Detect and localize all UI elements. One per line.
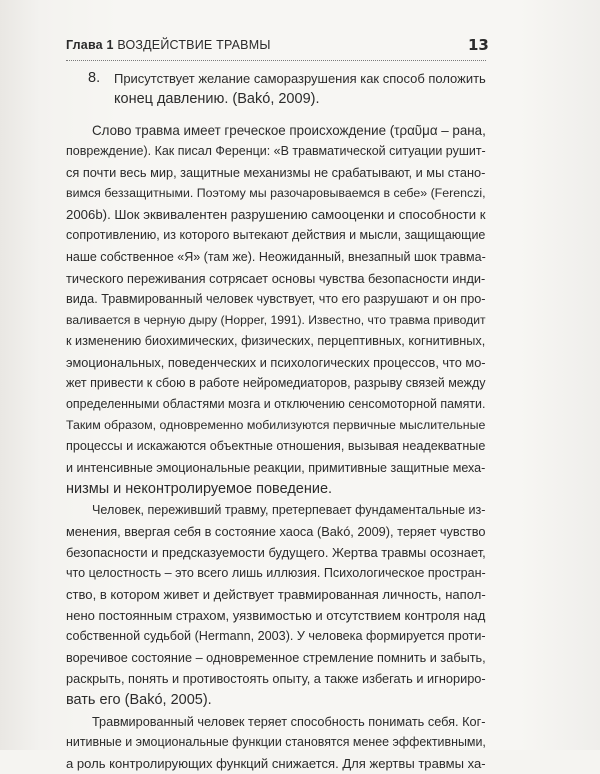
text-line: сопротивлению, из которого вытекают действия и мысли, защищающие [66, 228, 486, 243]
page-number: 13 [468, 36, 489, 54]
text-line: Человек, переживший травму, претерпевает фундаментальные из- [92, 502, 486, 517]
paragraph-1 [66, 120, 486, 500]
chapter-label: Глава 1 [66, 38, 114, 52]
text-line: наше собственное «Я» (там же). Неожиданный, внезапный шок травма- [66, 249, 486, 264]
text-line: тического переживания сотрясает основы чувства безопасности инди- [66, 270, 486, 286]
text-line: Таким образом, одновременно мобилизуются первичные мыслительные [66, 418, 486, 433]
text-line: повреждение). Как писал Ференци: «В травматической ситуации рушит- [66, 144, 486, 159]
text-line: валивается в черную дыру (Hopper, 1991). Известно, что травма приводит [66, 312, 486, 327]
text-line: жет привести к сбою в работе нейромедиаторов, разрыву связей между [66, 376, 486, 391]
header-divider [66, 60, 486, 61]
text-line: нитивные и эмоциональные функции становятся менее эффективными, [66, 734, 486, 749]
text-line: 2006b). Шок эквивалентен разрушению самооценки и способности к [66, 207, 486, 223]
text-line: нено постоянным страхом, уязвимостью и отсутствием контроля над [66, 608, 486, 624]
text-line: эмоциональных, поведенческих и психологических процессов, что мо- [66, 355, 486, 371]
list-number: 8. [88, 70, 101, 86]
paragraph-3 [66, 711, 486, 774]
text-line: вать его (Bakó, 2005). [66, 691, 212, 708]
text-line: Присутствует желание саморазрушения как способ положить [114, 71, 486, 86]
text-line: что целостность – это всего лишь иллюзия. Психологическое простран- [66, 565, 486, 580]
text-line: и интенсивные эмоциональные реакции, примитивные защитные меха- [66, 460, 486, 475]
running-header [66, 38, 486, 60]
text-line: определенными областями мозга и отключению сенсомоторной памяти. [66, 397, 486, 412]
text-line: вида. Травмированный человек чувствует, что его разрушают и он про- [66, 291, 486, 306]
text-line: процессы и искажаются объектные отношения, вызывая неадекватные [66, 439, 486, 454]
main-text [66, 120, 486, 774]
text-line: воречивое состояние – одновременное стремление помнить и забыть, [66, 650, 486, 666]
text-line: безопасности и предсказуемости будущего. Жертва травмы осознает, [66, 544, 486, 560]
text-line: а роль контролирующих функций снижается. Для жертвы травмы ха- [66, 755, 486, 771]
text-line: к изменению биохимических, физических, перцептивных, когнитивных, [66, 333, 486, 348]
text-line: раскрыть, понять и противостоять опыту, а также избегать и игнориро- [66, 671, 486, 687]
text-line: конец давлению. (Bakó, 2009). [114, 91, 320, 107]
text-line: ся почти весь мир, защитные механизмы не срабатывают, и мы стано- [66, 165, 486, 181]
text-line: менения, ввергая себя в состояние хаоса (Bakó, 2009), теряет чувство [66, 523, 486, 539]
text-line: Травмированный человек теряет способность понимать себя. Ког- [92, 713, 486, 729]
numbered-list-item [88, 68, 486, 110]
text-line: низмы и неконтролируемое поведение. [66, 480, 333, 497]
text-line: вимся беззащитными. Поэтому мы разочаровываемся в себе» (Ferenczi, [66, 186, 486, 201]
text-line: ство, в котором живет и действует травмированная личность, напол- [66, 587, 486, 603]
text-line: Слово травма имеет греческое происхождение (τραῦμα – рана, [92, 123, 486, 138]
chapter-title: ВОЗДЕЙСТВИЕ ТРАВМЫ [117, 38, 271, 52]
text-line: собственной судьбой (Hermann, 2003). У человека формируется проти- [66, 629, 486, 644]
paragraph-2 [66, 500, 486, 711]
